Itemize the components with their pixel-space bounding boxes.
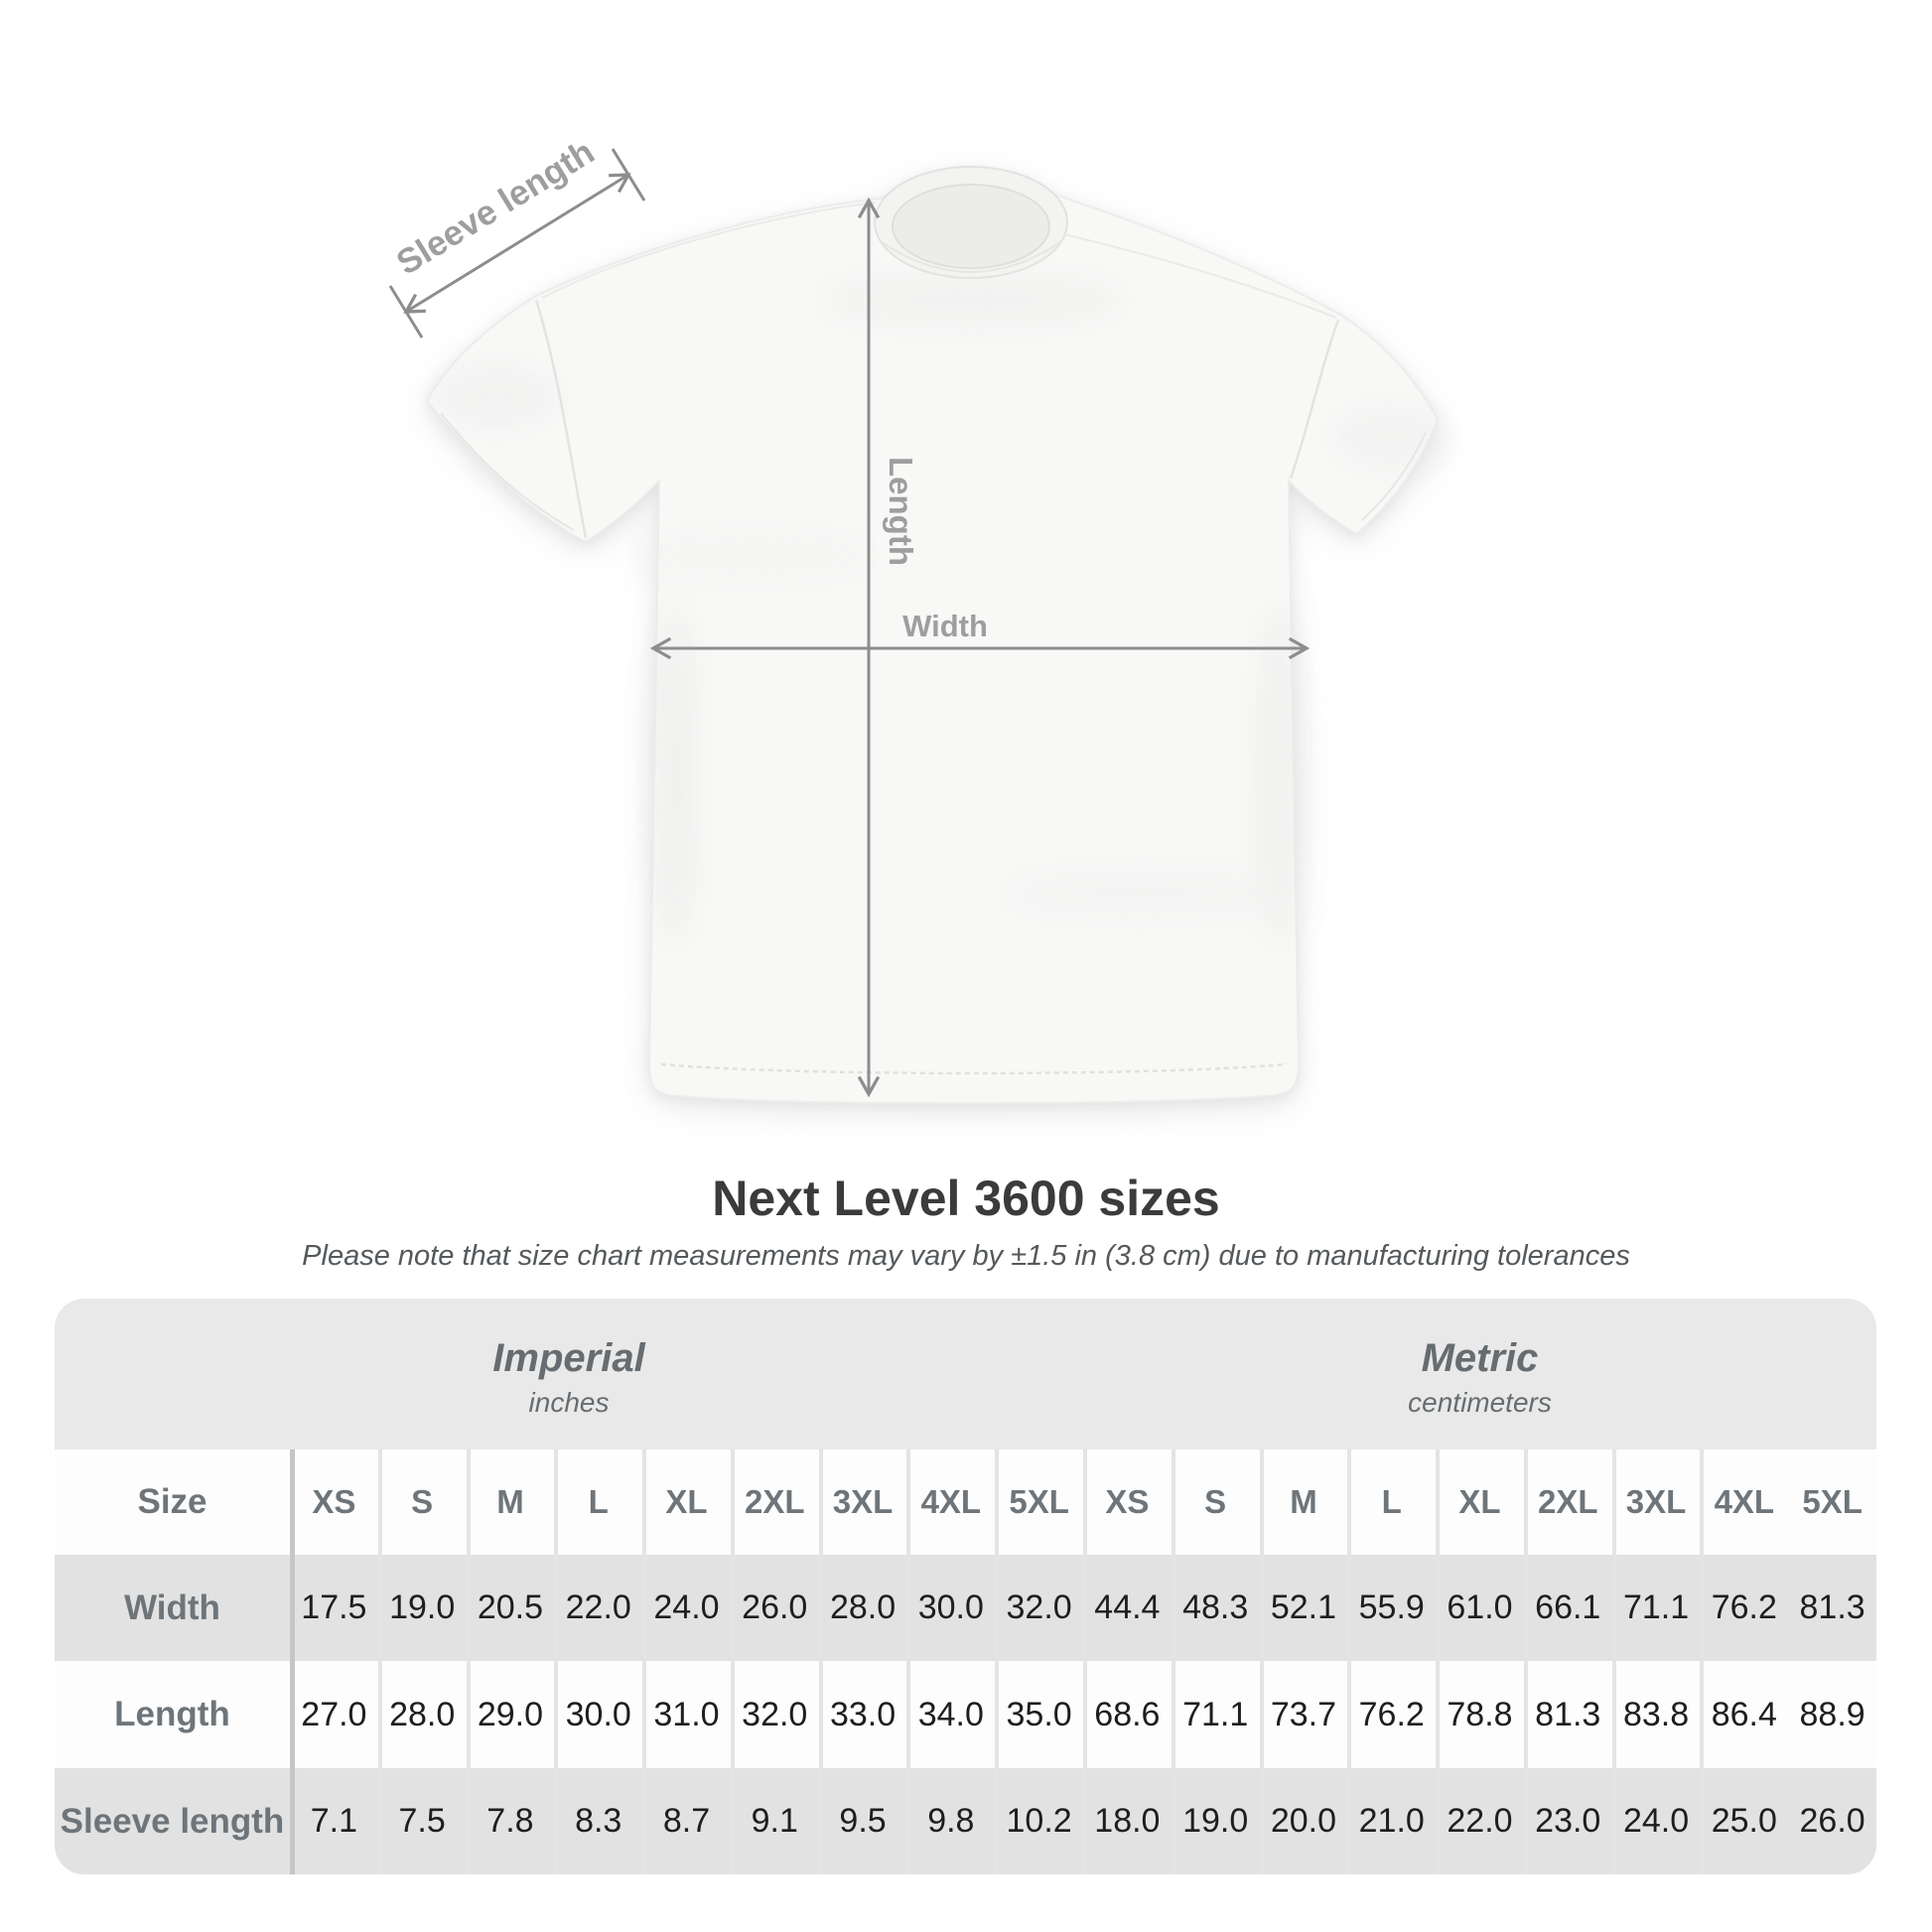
width-value: 24.0 xyxy=(653,1588,720,1626)
table-row-width xyxy=(55,1555,1876,1661)
sleeve-value: 8.7 xyxy=(662,1802,711,1840)
width-label: Width xyxy=(902,609,988,643)
sleeve-value: 7.8 xyxy=(486,1802,534,1840)
length-value: 30.0 xyxy=(565,1695,631,1733)
width-value: 28.0 xyxy=(829,1588,897,1626)
size-col: XL xyxy=(1458,1483,1501,1520)
length-value: 86.4 xyxy=(1711,1695,1777,1733)
sleeve-arrow-start-tick xyxy=(390,286,422,338)
width-value: 48.3 xyxy=(1182,1588,1249,1626)
size-col: M xyxy=(1290,1483,1317,1520)
length-value: 68.6 xyxy=(1094,1695,1161,1733)
width-value: 44.4 xyxy=(1094,1588,1161,1626)
sleeve-value: 21.0 xyxy=(1358,1802,1425,1840)
sleeve-value: 7.5 xyxy=(398,1802,446,1840)
width-value: 71.1 xyxy=(1622,1588,1690,1626)
imperial-header xyxy=(55,1299,1083,1449)
length-value: 31.0 xyxy=(653,1695,720,1733)
length-value: 71.1 xyxy=(1182,1695,1249,1733)
width-value: 20.5 xyxy=(477,1588,544,1626)
width-value: 66.1 xyxy=(1535,1588,1601,1626)
heading xyxy=(0,1172,1932,1273)
length-value: 83.8 xyxy=(1622,1695,1690,1733)
size-col: 4XL xyxy=(1714,1483,1775,1520)
width-value: 22.0 xyxy=(565,1588,631,1626)
tshirt-collar xyxy=(875,167,1067,278)
table-row-sizes xyxy=(55,1449,1876,1555)
length-value: 27.0 xyxy=(301,1695,367,1733)
sleeve-arrow-end-tick xyxy=(613,149,644,201)
size-col: L xyxy=(1381,1483,1402,1520)
sleeve-value: 10.2 xyxy=(1006,1802,1072,1840)
width-value: 52.1 xyxy=(1270,1588,1337,1626)
size-col: 3XL xyxy=(832,1483,894,1520)
sleeve-value: 22.0 xyxy=(1447,1802,1513,1840)
size-col: 5XL xyxy=(1802,1483,1863,1520)
table-row-sleeve-length xyxy=(55,1768,1876,1874)
size-col: XS xyxy=(312,1483,356,1520)
size-col: 4XL xyxy=(920,1483,982,1520)
unit-system-header xyxy=(55,1299,1876,1449)
width-value: 76.2 xyxy=(1711,1588,1777,1626)
sleeve-value: 20.0 xyxy=(1270,1802,1337,1840)
sleeve-value: 8.3 xyxy=(575,1802,622,1840)
size-row-label: Size xyxy=(137,1482,207,1521)
imperial-unit: inches xyxy=(528,1386,610,1418)
size-col: XS xyxy=(1105,1483,1150,1520)
width-value: 61.0 xyxy=(1447,1588,1513,1626)
width-value: 19.0 xyxy=(389,1588,456,1626)
size-col: 3XL xyxy=(1625,1483,1687,1520)
width-value: 55.9 xyxy=(1358,1588,1425,1626)
sleeve-value: 25.0 xyxy=(1711,1802,1777,1840)
metric-unit: centimeters xyxy=(1408,1386,1552,1418)
sleeve-length-label: Sleeve length xyxy=(389,132,602,283)
length-value: 73.7 xyxy=(1270,1695,1337,1733)
size-col: M xyxy=(496,1483,524,1520)
length-value: 78.8 xyxy=(1447,1695,1513,1733)
width-value: 26.0 xyxy=(742,1588,808,1626)
width-value: 30.0 xyxy=(917,1588,984,1626)
size-col: 5XL xyxy=(1009,1483,1069,1520)
table-row-length xyxy=(55,1661,1876,1768)
size-col: 2XL xyxy=(1538,1483,1598,1520)
sleeve-value: 19.0 xyxy=(1182,1802,1249,1840)
length-value: 32.0 xyxy=(742,1695,808,1733)
metric-title: Metric xyxy=(1421,1335,1539,1380)
length-value: 35.0 xyxy=(1006,1695,1072,1733)
metric-header xyxy=(1083,1299,1876,1449)
length-value: 81.3 xyxy=(1535,1695,1601,1733)
sleeve-value: 18.0 xyxy=(1094,1802,1161,1840)
tolerance-note: Please note that size chart measurements may vary by ±1.5 in (3.8 cm) due to manufacturing tolerances xyxy=(302,1240,1630,1272)
length-label: Length xyxy=(883,457,919,566)
imperial-title: Imperial xyxy=(492,1335,645,1380)
size-col: 2XL xyxy=(745,1483,805,1520)
length-value: 34.0 xyxy=(917,1695,984,1733)
sleeve-row-label: Sleeve length xyxy=(60,1801,285,1841)
length-value: 33.0 xyxy=(829,1695,897,1733)
size-table xyxy=(55,1299,1876,1874)
width-value: 81.3 xyxy=(1799,1588,1865,1626)
size-col: S xyxy=(411,1483,434,1520)
width-value: 32.0 xyxy=(1006,1588,1072,1626)
sleeve-value: 23.0 xyxy=(1535,1802,1601,1840)
size-col: L xyxy=(588,1483,609,1520)
size-col: S xyxy=(1204,1483,1227,1520)
sleeve-value: 9.5 xyxy=(839,1802,887,1840)
length-value: 28.0 xyxy=(389,1695,456,1733)
size-col: XL xyxy=(665,1483,708,1520)
sleeve-value: 24.0 xyxy=(1622,1802,1690,1840)
sleeve-value: 9.1 xyxy=(751,1802,798,1840)
sleeve-value: 26.0 xyxy=(1799,1802,1865,1840)
length-value: 88.9 xyxy=(1799,1695,1865,1733)
width-row-label: Width xyxy=(124,1587,220,1627)
length-value: 76.2 xyxy=(1358,1695,1425,1733)
length-row-label: Length xyxy=(114,1695,230,1733)
page-title: Next Level 3600 sizes xyxy=(712,1171,1220,1226)
sleeve-value: 7.1 xyxy=(310,1802,358,1840)
width-value: 17.5 xyxy=(301,1588,367,1626)
sleeve-value: 9.8 xyxy=(927,1802,975,1840)
length-value: 29.0 xyxy=(477,1695,544,1733)
